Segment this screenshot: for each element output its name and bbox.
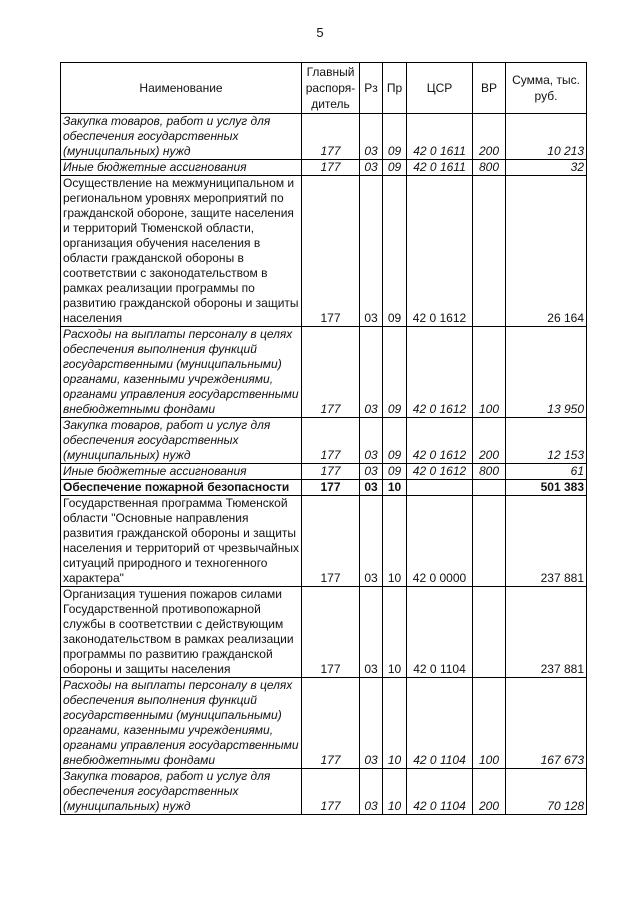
- cell-csr: 42 0 1611: [407, 114, 473, 160]
- cell-csr: 42 0 1612: [407, 464, 473, 480]
- cell-name: Закупка товаров, работ и услуг для обеспечения государственных (муниципальных) нужд: [61, 418, 302, 464]
- cell-pr: 10: [383, 769, 407, 815]
- cell-name: Иные бюджетные ассигнования: [61, 464, 302, 480]
- cell-csr: 42 0 1104: [407, 769, 473, 815]
- cell-sum: 237 881: [506, 587, 587, 678]
- header-pr: Пр: [383, 63, 407, 114]
- cell-csr: 42 0 1104: [407, 587, 473, 678]
- table-header-row: [61, 63, 587, 114]
- budget-table: [60, 62, 587, 815]
- cell-pr: 09: [383, 176, 407, 327]
- table-row: [61, 678, 587, 769]
- cell-name: Закупка товаров, работ и услуг для обеспечения государственных (муниципальных) нужд: [61, 769, 302, 815]
- cell-vr: [473, 480, 506, 496]
- cell-vr: 100: [473, 327, 506, 418]
- cell-sum: 501 383: [506, 480, 587, 496]
- cell-vr: 100: [473, 678, 506, 769]
- header-csr: ЦСР: [407, 63, 473, 114]
- cell-rz: 03: [360, 327, 383, 418]
- cell-sum: 70 128: [506, 769, 587, 815]
- cell-vr: [473, 587, 506, 678]
- table-row: [61, 418, 587, 464]
- cell-chief: 177: [302, 678, 360, 769]
- cell-pr: 10: [383, 678, 407, 769]
- cell-rz: 03: [360, 678, 383, 769]
- header-chief: Главный распоря-дитель: [302, 63, 360, 114]
- cell-sum: 237 881: [506, 496, 587, 587]
- page-number: 5: [316, 25, 324, 40]
- cell-vr: 800: [473, 160, 506, 176]
- cell-sum: 61: [506, 464, 587, 480]
- cell-csr: 42 0 1611: [407, 160, 473, 176]
- cell-pr: 09: [383, 464, 407, 480]
- cell-chief: 177: [302, 160, 360, 176]
- table-row: [61, 327, 587, 418]
- cell-csr: 42 0 1612: [407, 176, 473, 327]
- cell-name: Осуществление на межмуниципальном и региональном уровнях мероприятий по гражданской обороне, защите населения и территорий Тюменской области, организация обучения населения в области гражданской обороны в соответствии с законодательством в рамках реализации программы по развитию гражданской обороны и защиты населения: [61, 176, 302, 327]
- table-row: [61, 587, 587, 678]
- table-row: [61, 114, 587, 160]
- cell-pr: 10: [383, 480, 407, 496]
- cell-rz: 03: [360, 160, 383, 176]
- cell-vr: 200: [473, 418, 506, 464]
- cell-rz: 03: [360, 587, 383, 678]
- table-row: [61, 464, 587, 480]
- cell-sum: 10 213: [506, 114, 587, 160]
- cell-sum: 13 950: [506, 327, 587, 418]
- cell-rz: 03: [360, 418, 383, 464]
- cell-pr: 09: [383, 160, 407, 176]
- cell-pr: 10: [383, 587, 407, 678]
- header-vr: ВР: [473, 63, 506, 114]
- cell-name: Расходы на выплаты персоналу в целях обеспечения выполнения функций государственными (муниципальными) органами, казенными учреждениями, органами управления государственными внебюджетными фондами: [61, 678, 302, 769]
- cell-csr: 42 0 1612: [407, 327, 473, 418]
- cell-vr: [473, 176, 506, 327]
- cell-name: Расходы на выплаты персоналу в целях обеспечения выполнения функций государственными (муниципальными) органами, казенными учреждениями, органами управления государственными внебюджетными фондами: [61, 327, 302, 418]
- cell-rz: 03: [360, 480, 383, 496]
- cell-csr: 42 0 1612: [407, 418, 473, 464]
- cell-vr: 200: [473, 769, 506, 815]
- cell-sum: 12 153: [506, 418, 587, 464]
- cell-chief: 177: [302, 176, 360, 327]
- cell-chief: 177: [302, 496, 360, 587]
- cell-sum: 32: [506, 160, 587, 176]
- cell-name: Обеспечение пожарной безопасности: [61, 480, 302, 496]
- cell-name: Государственная программа Тюменской области "Основные направления развития гражданской обороны и защиты населения и территорий от чрезвычайных ситуаций природного и техногенного характера": [61, 496, 302, 587]
- cell-pr: 09: [383, 327, 407, 418]
- cell-chief: 177: [302, 327, 360, 418]
- cell-pr: 10: [383, 496, 407, 587]
- cell-pr: 09: [383, 418, 407, 464]
- cell-chief: 177: [302, 464, 360, 480]
- table-row: [61, 496, 587, 587]
- cell-sum: 26 164: [506, 176, 587, 327]
- cell-vr: [473, 496, 506, 587]
- cell-rz: 03: [360, 176, 383, 327]
- cell-name: Организация тушения пожаров силами Государственной противопожарной службы в соответствии с действующим законодательством в рамках реализации программы по развитию гражданской обороны и защиты населения: [61, 587, 302, 678]
- table-row: [61, 769, 587, 815]
- header-sum: Сумма, тыс. руб.: [506, 63, 587, 114]
- cell-sum: 167 673: [506, 678, 587, 769]
- cell-rz: 03: [360, 769, 383, 815]
- cell-name: Закупка товаров, работ и услуг для обеспечения государственных (муниципальных) нужд: [61, 114, 302, 160]
- cell-chief: 177: [302, 114, 360, 160]
- cell-rz: 03: [360, 114, 383, 160]
- cell-csr: 42 0 1104: [407, 678, 473, 769]
- cell-rz: 03: [360, 496, 383, 587]
- header-rz: Рз: [360, 63, 383, 114]
- table-row: [61, 160, 587, 176]
- cell-chief: 177: [302, 480, 360, 496]
- table-row: [61, 480, 587, 496]
- header-name: Наименование: [61, 63, 302, 114]
- cell-csr: 42 0 0000: [407, 496, 473, 587]
- cell-chief: 177: [302, 418, 360, 464]
- cell-pr: 09: [383, 114, 407, 160]
- cell-rz: 03: [360, 464, 383, 480]
- cell-vr: 200: [473, 114, 506, 160]
- cell-csr: [407, 480, 473, 496]
- cell-chief: 177: [302, 587, 360, 678]
- cell-vr: 800: [473, 464, 506, 480]
- cell-chief: 177: [302, 769, 360, 815]
- table-row: [61, 176, 587, 327]
- cell-name: Иные бюджетные ассигнования: [61, 160, 302, 176]
